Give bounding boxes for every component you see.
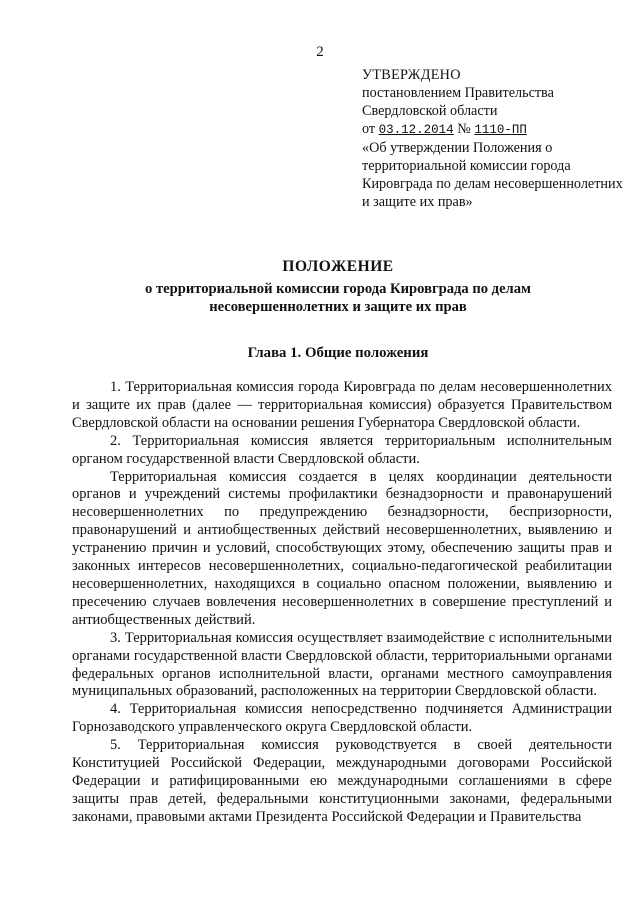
paragraph-1: 1. Территориальная комиссия города Кировграда по делам несовершеннолетних и защите их прав (далее — территориальная комиссия) образуется Правительством Свердловской области на основании решения Губернатора Свердловской области. bbox=[72, 379, 612, 431]
document-title: ПОЛОЖЕНИЕ bbox=[282, 258, 394, 275]
approval-number: 1110-ПП bbox=[474, 123, 527, 137]
paragraph-3: Территориальная комиссия создается в целях координации деятельности органов и учреждений системы профилактики безнадзорности и правонарушений несовершеннолетних по предупреждению безнадзорности, беспризорности, правонарушений и антиобщественных действий несовершеннолетних, выявлению и устранению причин и условий, способствующих этому, обеспечению защиты прав и законных интересов несовершеннолетних, социально-педагогической реабилитации несовершеннолетних, находящихся в социально опасном положении, выявлению и пресечению случаев вовлечения несовершеннолетних в совершение преступлений и антиобщественных действий. bbox=[72, 468, 612, 628]
paragraph-2: 2. Территориальная комиссия является территориальным исполнительным органом государственной власти Свердловской области. bbox=[72, 432, 612, 467]
document-subtitle-line-1: о территориальной комиссии города Кировграда по делам bbox=[145, 281, 531, 297]
approval-date-line bbox=[362, 120, 624, 139]
paragraph-4: 3. Территориальная комиссия осуществляет взаимодействие с исполнительными органами государственной власти Свердловской области, территориальными органами федеральных органов исполнительной власти, органами местного самоуправления муниципальных образований, расположенных на территории Свердловской области. bbox=[72, 629, 612, 700]
document-body bbox=[72, 379, 612, 827]
paragraph-5: 4. Территориальная комиссия непосредственно подчиняется Администрации Горнозаводского управленческого округа Свердловской области. bbox=[72, 701, 612, 736]
paragraph-6: 5. Территориальная комиссия руководствуется в своей деятельности Конституцией Российской Федерации, международными договорами Российской Федерации и ратифицированными ею международными соглашениями в сфере защиты прав детей, федеральными конституционными законами, федеральными законами, правовыми актами Президента Российской Федерации и Правительства bbox=[72, 737, 612, 825]
number-label: № bbox=[457, 121, 471, 137]
approval-stamp bbox=[362, 66, 624, 211]
approval-line-2: Свердловской области bbox=[362, 103, 498, 119]
approval-subject: «Об утверждении Положения о территориальной комиссии города Кировграда по делам несовершеннолетних и защите их прав» bbox=[362, 140, 623, 210]
approved-label: УТВЕРЖДЕНО bbox=[362, 67, 461, 83]
page-number: 2 bbox=[316, 44, 324, 60]
document-subtitle-line-2: несовершеннолетних и защите их прав bbox=[209, 299, 467, 315]
title-block bbox=[60, 257, 616, 316]
approval-date: 03.12.2014 bbox=[378, 123, 454, 137]
from-label: от bbox=[362, 121, 376, 137]
approval-line-1: постановлением Правительства bbox=[362, 85, 554, 101]
chapter-heading: Глава 1. Общие положения bbox=[247, 345, 429, 361]
